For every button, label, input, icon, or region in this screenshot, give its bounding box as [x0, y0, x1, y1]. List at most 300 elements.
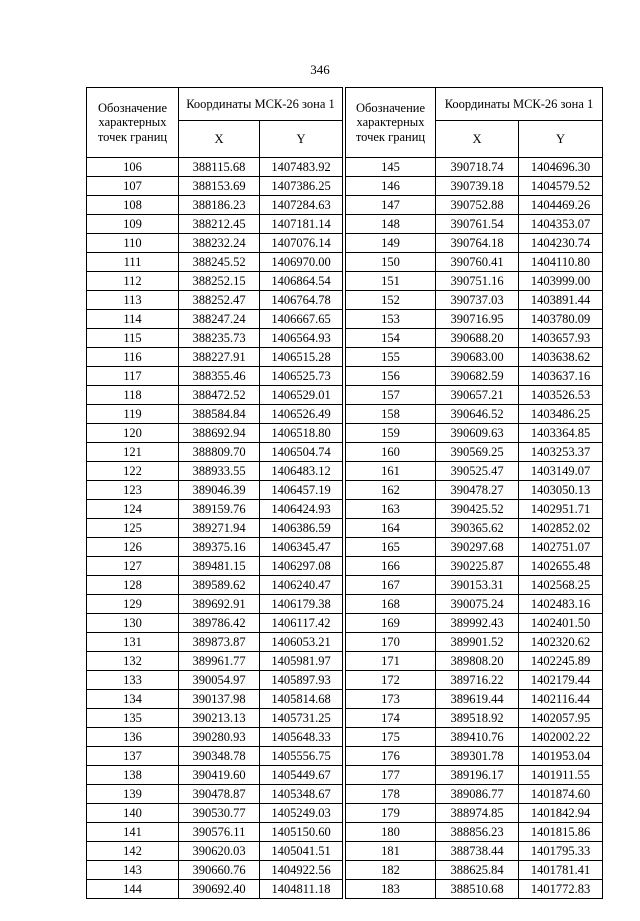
- y-coordinate-cell: 1406864.54: [260, 272, 343, 291]
- point-number-cell: 130: [87, 614, 179, 633]
- x-coordinate-cell: 390751.16: [436, 272, 519, 291]
- x-coordinate-cell: 389692.91: [179, 595, 260, 614]
- x-coordinate-cell: 388153.69: [179, 177, 260, 196]
- y-coordinate-cell: 1402116.44: [519, 690, 603, 709]
- point-number-cell: 118: [87, 386, 179, 405]
- x-coordinate-cell: 388252.15: [179, 272, 260, 291]
- y-coordinate-cell: 1403149.07: [519, 462, 603, 481]
- table-row: [346, 823, 603, 842]
- y-coordinate-cell: 1407386.25: [260, 177, 343, 196]
- y-coordinate-cell: 1406053.21: [260, 633, 343, 652]
- x-coordinate-cell: 389481.15: [179, 557, 260, 576]
- table-row: [346, 519, 603, 538]
- table-row: [87, 804, 343, 823]
- point-number-cell: 108: [87, 196, 179, 215]
- y-coordinate-cell: 1403637.16: [519, 367, 603, 386]
- point-number-cell: 133: [87, 671, 179, 690]
- point-number-cell: 145: [346, 158, 436, 177]
- x-coordinate-cell: 390576.11: [179, 823, 260, 842]
- point-number-cell: 128: [87, 576, 179, 595]
- y-coordinate-cell: 1406345.47: [260, 538, 343, 557]
- x-coordinate-cell: 390054.97: [179, 671, 260, 690]
- table-row: [87, 652, 343, 671]
- x-coordinate-cell: 389901.52: [436, 633, 519, 652]
- table-row: [346, 709, 603, 728]
- point-number-cell: 183: [346, 880, 436, 899]
- x-coordinate-cell: 389410.76: [436, 728, 519, 747]
- y-coordinate-cell: 1403891.44: [519, 291, 603, 310]
- point-number-cell: 127: [87, 557, 179, 576]
- table-row: [346, 462, 603, 481]
- y-coordinate-cell: 1404353.07: [519, 215, 603, 234]
- x-coordinate-cell: 390609.63: [436, 424, 519, 443]
- x-coordinate-cell: 389873.87: [179, 633, 260, 652]
- y-header: Y: [519, 121, 603, 158]
- y-coordinate-cell: 1405556.75: [260, 747, 343, 766]
- y-coordinate-cell: 1407181.14: [260, 215, 343, 234]
- page-number: 346: [310, 62, 330, 77]
- point-number-cell: 147: [346, 196, 436, 215]
- table-row: [346, 158, 603, 177]
- table-row: [346, 880, 603, 899]
- point-number-cell: 146: [346, 177, 436, 196]
- x-coordinate-cell: 390225.87: [436, 557, 519, 576]
- table-row: [87, 728, 343, 747]
- table-row: [346, 481, 603, 500]
- table-row: [87, 766, 343, 785]
- x-header: X: [436, 121, 519, 158]
- table-row: [346, 728, 603, 747]
- y-coordinate-cell: 1401815.86: [519, 823, 603, 842]
- x-coordinate-cell: 390764.18: [436, 234, 519, 253]
- table-row: [87, 709, 343, 728]
- y-coordinate-cell: 1406515.28: [260, 348, 343, 367]
- table-row: [87, 158, 343, 177]
- y-coordinate-cell: 1403780.09: [519, 310, 603, 329]
- x-coordinate-cell: 390716.95: [436, 310, 519, 329]
- point-number-cell: 154: [346, 329, 436, 348]
- table-row: [346, 785, 603, 804]
- table-row: [346, 633, 603, 652]
- point-number-cell: 180: [346, 823, 436, 842]
- y-coordinate-cell: 1406564.93: [260, 329, 343, 348]
- x-coordinate-cell: 390213.13: [179, 709, 260, 728]
- table-row: [87, 405, 343, 424]
- table-row: [87, 348, 343, 367]
- y-coordinate-cell: 1406529.01: [260, 386, 343, 405]
- table-row: [346, 329, 603, 348]
- table-row: [87, 177, 343, 196]
- table-row: [87, 272, 343, 291]
- point-number-cell: 143: [87, 861, 179, 880]
- y-coordinate-cell: 1406526.49: [260, 405, 343, 424]
- y-coordinate-cell: 1402951.71: [519, 500, 603, 519]
- y-coordinate-cell: 1403638.62: [519, 348, 603, 367]
- point-number-cell: 174: [346, 709, 436, 728]
- table-row: [87, 386, 343, 405]
- y-coordinate-cell: 1401795.33: [519, 842, 603, 861]
- x-coordinate-cell: 390620.03: [179, 842, 260, 861]
- table-row: [87, 538, 343, 557]
- point-number-cell: 172: [346, 671, 436, 690]
- table-row: [346, 500, 603, 519]
- table-row: [346, 861, 603, 880]
- point-number-cell: 160: [346, 443, 436, 462]
- point-number-cell: 167: [346, 576, 436, 595]
- y-coordinate-cell: 1405981.97: [260, 652, 343, 671]
- point-number-cell: 162: [346, 481, 436, 500]
- point-number-cell: 175: [346, 728, 436, 747]
- x-coordinate-cell: 390153.31: [436, 576, 519, 595]
- point-number-cell: 111: [87, 253, 179, 272]
- table-row: [346, 424, 603, 443]
- x-coordinate-cell: 390348.78: [179, 747, 260, 766]
- table-row: [346, 538, 603, 557]
- table-row: [346, 652, 603, 671]
- point-number-cell: 165: [346, 538, 436, 557]
- table-row: [87, 462, 343, 481]
- table-row: [346, 215, 603, 234]
- y-coordinate-cell: 1403253.37: [519, 443, 603, 462]
- point-number-cell: 114: [87, 310, 179, 329]
- y-coordinate-cell: 1406297.08: [260, 557, 343, 576]
- table-body-left: [87, 158, 343, 899]
- point-number-cell: 140: [87, 804, 179, 823]
- y-coordinate-cell: 1404811.18: [260, 880, 343, 899]
- x-coordinate-cell: 390737.03: [436, 291, 519, 310]
- y-coordinate-cell: 1406518.80: [260, 424, 343, 443]
- table-row: [346, 253, 603, 272]
- table-row: [346, 405, 603, 424]
- table-row: [87, 690, 343, 709]
- point-number-cell: 182: [346, 861, 436, 880]
- x-coordinate-cell: 389992.43: [436, 614, 519, 633]
- y-coordinate-cell: 1401842.94: [519, 804, 603, 823]
- x-coordinate-cell: 389518.92: [436, 709, 519, 728]
- table-row: [87, 329, 343, 348]
- x-coordinate-cell: 388355.46: [179, 367, 260, 386]
- table-row: [87, 424, 343, 443]
- point-number-cell: 164: [346, 519, 436, 538]
- x-coordinate-cell: 389619.44: [436, 690, 519, 709]
- x-coordinate-cell: 390752.88: [436, 196, 519, 215]
- y-coordinate-cell: 1402568.25: [519, 576, 603, 595]
- y-coordinate-cell: 1402245.89: [519, 652, 603, 671]
- point-number-cell: 141: [87, 823, 179, 842]
- table-row: [346, 196, 603, 215]
- table-row: [87, 747, 343, 766]
- y-coordinate-cell: 1404696.30: [519, 158, 603, 177]
- point-number-cell: 171: [346, 652, 436, 671]
- y-coordinate-cell: 1406386.59: [260, 519, 343, 538]
- x-coordinate-cell: 389271.94: [179, 519, 260, 538]
- point-number-cell: 181: [346, 842, 436, 861]
- point-number-cell: 159: [346, 424, 436, 443]
- table-body-right: [346, 158, 603, 899]
- point-number-cell: 149: [346, 234, 436, 253]
- y-coordinate-cell: 1405249.03: [260, 804, 343, 823]
- x-coordinate-cell: 390478.87: [179, 785, 260, 804]
- x-coordinate-cell: 389196.17: [436, 766, 519, 785]
- x-coordinate-cell: 390297.68: [436, 538, 519, 557]
- table-row: [87, 367, 343, 386]
- point-number-cell: 135: [87, 709, 179, 728]
- point-number-cell: 166: [346, 557, 436, 576]
- table-row: [87, 842, 343, 861]
- y-coordinate-cell: 1405348.67: [260, 785, 343, 804]
- x-coordinate-cell: 390425.52: [436, 500, 519, 519]
- coordinates-table-left: [86, 87, 343, 899]
- table-row: [346, 747, 603, 766]
- point-number-cell: 109: [87, 215, 179, 234]
- point-number-cell: 161: [346, 462, 436, 481]
- table-row: [87, 861, 343, 880]
- point-number-cell: 132: [87, 652, 179, 671]
- table-row: [87, 671, 343, 690]
- point-number-cell: 173: [346, 690, 436, 709]
- point-number-cell: 120: [87, 424, 179, 443]
- y-coordinate-cell: 1406457.19: [260, 481, 343, 500]
- table-row: [346, 234, 603, 253]
- y-coordinate-cell: 1405897.93: [260, 671, 343, 690]
- x-coordinate-cell: 390478.27: [436, 481, 519, 500]
- table-row: [346, 766, 603, 785]
- point-number-cell: 176: [346, 747, 436, 766]
- point-number-cell: 124: [87, 500, 179, 519]
- point-number-cell: 119: [87, 405, 179, 424]
- table-row: [87, 614, 343, 633]
- y-coordinate-cell: 1405648.33: [260, 728, 343, 747]
- x-coordinate-cell: 389808.20: [436, 652, 519, 671]
- point-number-cell: 156: [346, 367, 436, 386]
- point-number-cell: 138: [87, 766, 179, 785]
- y-coordinate-cell: 1402852.02: [519, 519, 603, 538]
- coords-header: Координаты МСК-26 зона 1: [179, 88, 343, 121]
- x-coordinate-cell: 390525.47: [436, 462, 519, 481]
- point-number-cell: 150: [346, 253, 436, 272]
- table-row: [346, 614, 603, 633]
- x-coordinate-cell: 390660.76: [179, 861, 260, 880]
- x-coordinate-cell: 388584.84: [179, 405, 260, 424]
- x-coordinate-cell: 390137.98: [179, 690, 260, 709]
- x-coordinate-cell: 388472.52: [179, 386, 260, 405]
- x-coordinate-cell: 390569.25: [436, 443, 519, 462]
- y-coordinate-cell: 1405041.51: [260, 842, 343, 861]
- y-coordinate-cell: 1402751.07: [519, 538, 603, 557]
- point-number-cell: 142: [87, 842, 179, 861]
- point-number-cell: 136: [87, 728, 179, 747]
- x-coordinate-cell: 388252.47: [179, 291, 260, 310]
- point-number-cell: 177: [346, 766, 436, 785]
- x-coordinate-cell: 390688.20: [436, 329, 519, 348]
- x-coordinate-cell: 388247.24: [179, 310, 260, 329]
- y-coordinate-cell: 1403486.25: [519, 405, 603, 424]
- x-coordinate-cell: 388186.23: [179, 196, 260, 215]
- y-coordinate-cell: 1401953.04: [519, 747, 603, 766]
- y-coordinate-cell: 1405449.67: [260, 766, 343, 785]
- x-coordinate-cell: 390682.59: [436, 367, 519, 386]
- x-coordinate-cell: 390419.60: [179, 766, 260, 785]
- y-coordinate-cell: 1402483.16: [519, 595, 603, 614]
- y-coordinate-cell: 1402401.50: [519, 614, 603, 633]
- point-number-cell: 179: [346, 804, 436, 823]
- x-coordinate-cell: 390657.21: [436, 386, 519, 405]
- x-coordinate-cell: 390075.24: [436, 595, 519, 614]
- point-number-cell: 107: [87, 177, 179, 196]
- table-row: [346, 804, 603, 823]
- y-coordinate-cell: 1403526.53: [519, 386, 603, 405]
- y-coordinate-cell: 1406764.78: [260, 291, 343, 310]
- table-row: [346, 348, 603, 367]
- table-row: [346, 443, 603, 462]
- x-coordinate-cell: 388625.84: [436, 861, 519, 880]
- y-coordinate-cell: 1405150.60: [260, 823, 343, 842]
- point-number-cell: 115: [87, 329, 179, 348]
- point-number-cell: 178: [346, 785, 436, 804]
- table-row: [346, 595, 603, 614]
- y-coordinate-cell: 1402002.22: [519, 728, 603, 747]
- x-coordinate-cell: 388510.68: [436, 880, 519, 899]
- y-coordinate-cell: 1406970.00: [260, 253, 343, 272]
- x-coordinate-cell: 388245.52: [179, 253, 260, 272]
- point-number-cell: 168: [346, 595, 436, 614]
- x-coordinate-cell: 390760.41: [436, 253, 519, 272]
- table-row: [87, 443, 343, 462]
- table-row: [346, 386, 603, 405]
- y-coordinate-cell: 1403050.13: [519, 481, 603, 500]
- point-number-cell: 151: [346, 272, 436, 291]
- table-row: [87, 310, 343, 329]
- point-number-cell: 155: [346, 348, 436, 367]
- y-coordinate-cell: 1406525.73: [260, 367, 343, 386]
- x-coordinate-cell: 388235.73: [179, 329, 260, 348]
- x-header: X: [179, 121, 260, 158]
- y-coordinate-cell: 1406483.12: [260, 462, 343, 481]
- point-number-cell: 169: [346, 614, 436, 633]
- point-number-cell: 117: [87, 367, 179, 386]
- point-number-cell: 137: [87, 747, 179, 766]
- table-row: [346, 177, 603, 196]
- y-coordinate-cell: 1403999.00: [519, 272, 603, 291]
- y-coordinate-cell: 1406424.93: [260, 500, 343, 519]
- x-coordinate-cell: 389086.77: [436, 785, 519, 804]
- table-row: [346, 367, 603, 386]
- point-header: Обозначение характерных точек границ: [346, 88, 436, 158]
- point-number-cell: 123: [87, 481, 179, 500]
- x-coordinate-cell: 389301.78: [436, 747, 519, 766]
- x-coordinate-cell: 390718.74: [436, 158, 519, 177]
- y-coordinate-cell: 1404230.74: [519, 234, 603, 253]
- table-row: [87, 500, 343, 519]
- point-number-cell: 125: [87, 519, 179, 538]
- point-number-cell: 139: [87, 785, 179, 804]
- y-coordinate-cell: 1402179.44: [519, 671, 603, 690]
- x-coordinate-cell: 390646.52: [436, 405, 519, 424]
- x-coordinate-cell: 388933.55: [179, 462, 260, 481]
- table-row: [346, 576, 603, 595]
- x-coordinate-cell: 390365.62: [436, 519, 519, 538]
- coords-header: Координаты МСК-26 зона 1: [436, 88, 603, 121]
- table-row: [87, 880, 343, 899]
- y-coordinate-cell: 1402057.95: [519, 709, 603, 728]
- y-coordinate-cell: 1401911.55: [519, 766, 603, 785]
- point-number-cell: 144: [87, 880, 179, 899]
- table-row: [87, 234, 343, 253]
- x-coordinate-cell: 389589.62: [179, 576, 260, 595]
- y-coordinate-cell: 1402320.62: [519, 633, 603, 652]
- table-row: [346, 671, 603, 690]
- table-row: [87, 253, 343, 272]
- x-coordinate-cell: 388809.70: [179, 443, 260, 462]
- point-number-cell: 110: [87, 234, 179, 253]
- table-row: [346, 690, 603, 709]
- table-row: [87, 519, 343, 538]
- point-number-cell: 121: [87, 443, 179, 462]
- table-row: [87, 633, 343, 652]
- y-coordinate-cell: 1404110.80: [519, 253, 603, 272]
- y-coordinate-cell: 1404469.26: [519, 196, 603, 215]
- point-number-cell: 170: [346, 633, 436, 652]
- table-row: [87, 196, 343, 215]
- y-coordinate-cell: 1407284.63: [260, 196, 343, 215]
- x-coordinate-cell: 388212.45: [179, 215, 260, 234]
- table-row: [87, 823, 343, 842]
- table-row: [346, 310, 603, 329]
- y-coordinate-cell: 1406240.47: [260, 576, 343, 595]
- x-coordinate-cell: 388738.44: [436, 842, 519, 861]
- x-coordinate-cell: 390683.00: [436, 348, 519, 367]
- point-number-cell: 106: [87, 158, 179, 177]
- point-number-cell: 153: [346, 310, 436, 329]
- point-number-cell: 157: [346, 386, 436, 405]
- x-coordinate-cell: 388227.91: [179, 348, 260, 367]
- y-coordinate-cell: 1406179.38: [260, 595, 343, 614]
- x-coordinate-cell: 388692.94: [179, 424, 260, 443]
- table-row: [346, 557, 603, 576]
- x-coordinate-cell: 389786.42: [179, 614, 260, 633]
- point-number-cell: 131: [87, 633, 179, 652]
- point-number-cell: 113: [87, 291, 179, 310]
- table-row: [87, 291, 343, 310]
- table-row: [346, 291, 603, 310]
- table-row: [87, 215, 343, 234]
- table-row: [346, 272, 603, 291]
- point-number-cell: 129: [87, 595, 179, 614]
- table-row: [87, 557, 343, 576]
- point-number-cell: 112: [87, 272, 179, 291]
- y-coordinate-cell: 1406117.42: [260, 614, 343, 633]
- y-coordinate-cell: 1403364.85: [519, 424, 603, 443]
- table-row: [87, 576, 343, 595]
- point-number-cell: 152: [346, 291, 436, 310]
- table-row: [87, 595, 343, 614]
- x-coordinate-cell: 390739.18: [436, 177, 519, 196]
- y-coordinate-cell: 1407076.14: [260, 234, 343, 253]
- y-coordinate-cell: 1404579.52: [519, 177, 603, 196]
- point-header: Обозначение характерных точек границ: [87, 88, 179, 158]
- x-coordinate-cell: 389716.22: [436, 671, 519, 690]
- point-number-cell: 148: [346, 215, 436, 234]
- point-number-cell: 126: [87, 538, 179, 557]
- table-row: [346, 842, 603, 861]
- table-row: [87, 481, 343, 500]
- y-coordinate-cell: 1401781.41: [519, 861, 603, 880]
- x-coordinate-cell: 388115.68: [179, 158, 260, 177]
- y-coordinate-cell: 1403657.93: [519, 329, 603, 348]
- x-coordinate-cell: 389159.76: [179, 500, 260, 519]
- x-coordinate-cell: 388856.23: [436, 823, 519, 842]
- coordinates-table-right: [345, 87, 603, 899]
